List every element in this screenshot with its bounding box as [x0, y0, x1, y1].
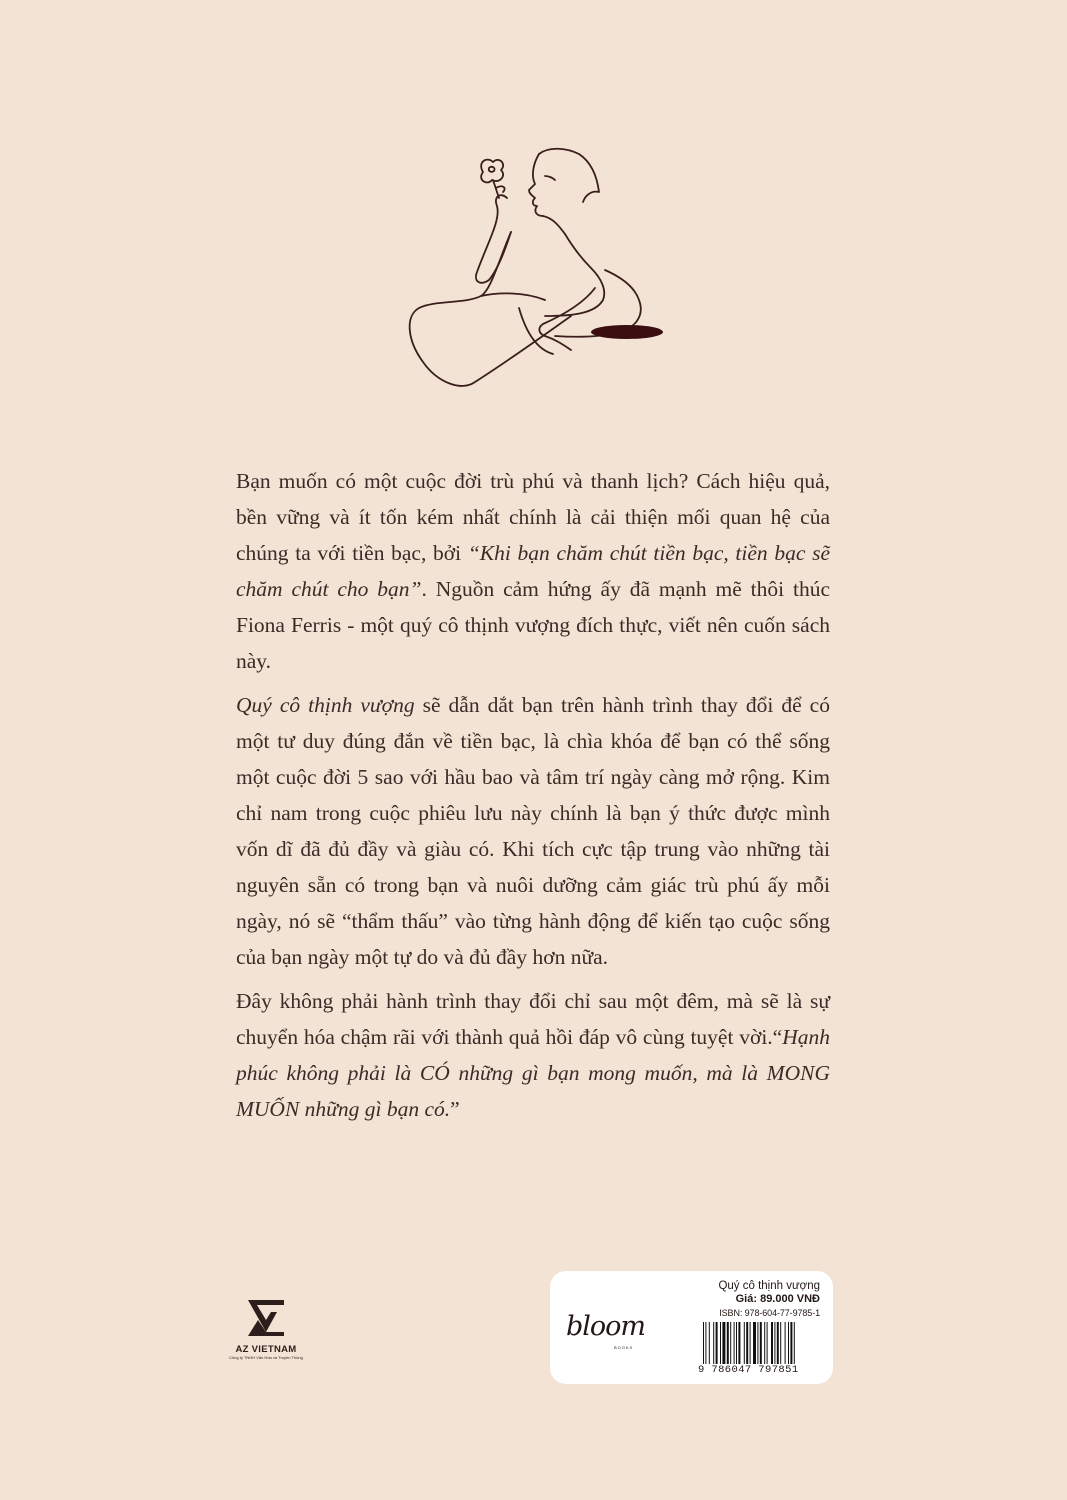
book-title-italic: Quý cô thịnh vượng: [236, 693, 415, 717]
woman-with-flower-illustration: [395, 140, 685, 395]
back-cover-blurb: [236, 463, 830, 1127]
barcode-bar: [780, 1322, 781, 1364]
publisher-subtitle: Công ty TNHH Văn Hóa và Truyền Thông: [229, 1355, 303, 1360]
barcode-bar: [753, 1322, 756, 1364]
blurb-text: ”: [450, 1097, 460, 1121]
book-title: Quý cô thịnh vượng: [718, 1280, 820, 1292]
barcode-panel: [550, 1271, 833, 1384]
barcode-bar: [720, 1322, 721, 1364]
barcode-bar: [709, 1322, 710, 1364]
barcode-bar: [774, 1322, 775, 1364]
barcode-bar: [746, 1322, 748, 1364]
blurb-quote: Hạnh phúc không phải là CÓ những gì bạn mong muốn, mà là MONG MUỐN những gì bạn có.: [236, 1025, 830, 1121]
barcode-bar: [738, 1322, 740, 1364]
az-vietnam-logo-icon: [244, 1298, 288, 1338]
ean-barcode-icon: [703, 1322, 820, 1364]
blurb-text: Bạn muốn có một cuộc đời trù phú và thanh lịch? Cách hiệu quả, bền vững và ít tốn kém nhất chính là cải thiện mối quan hệ của chúng ta với tiền bạc, bởi: [236, 469, 830, 565]
barcode-digits: 9 786047 797851: [698, 1364, 799, 1376]
blurb-quote: “Khi bạn chăm chút tiền bạc, tiền bạc sẽ chăm chút cho bạn”: [236, 541, 830, 601]
blurb-paragraph-3: [236, 983, 830, 1127]
book-isbn: ISBN: 978-604-77-9785-1: [719, 1308, 820, 1318]
barcode-bar: [750, 1322, 751, 1364]
barcode-bar: [767, 1322, 768, 1364]
book-price: Giá: 89.000 VNĐ: [735, 1293, 820, 1305]
barcode-bar: [736, 1322, 737, 1364]
bloom-books-logo: [566, 1311, 646, 1351]
publisher-name: AZ VIETNAM: [235, 1344, 297, 1355]
barcode-bar: [716, 1322, 718, 1364]
blurb-text: sẽ dẫn dắt bạn trên hành trình thay đổi để có một tư duy đúng đắn về tiền bạc, là chìa khóa để bạn có thể sống một cuộc đời 5 sao với hầu bao và tâm trí ngày càng mở rộng. Kim chỉ nam trong cuộc phiêu lưu này chính là bạn ý thức được mình vốn dĩ đã đủ đầy và giàu có. Khi tích cực tập trung vào những tài nguyên sẵn có trong bạn và nuôi dưỡng cảm giác trù phú ấy mỗi ngày, nó sẽ “thẩm thấu” vào từng hành động để kiến tạo cuộc sống của bạn ngày một tự do và đủ đầy hơn nữa.: [236, 693, 830, 969]
imprint-sub: BOOKS: [614, 1345, 634, 1350]
barcode-bar: [760, 1322, 762, 1364]
barcode-bar: [734, 1322, 735, 1364]
barcode-bar: [788, 1322, 789, 1364]
barcode-bar: [771, 1322, 773, 1364]
barcode-bar: [705, 1322, 706, 1364]
imprint-name: bloom: [566, 1311, 646, 1342]
blurb-text: . Nguồn cảm hứng ấy đã mạnh mẽ thôi thúc Fiona Ferris - một quý cô thịnh vượng đích thực, viết nên cuốn sách này.: [236, 577, 830, 673]
barcode-bar: [764, 1322, 765, 1364]
barcode-bar: [785, 1322, 786, 1364]
barcode-bar: [794, 1322, 795, 1364]
barcode-bar: [790, 1322, 792, 1364]
publisher-logo: [228, 1298, 304, 1378]
blurb-paragraph-2: [236, 687, 830, 975]
barcode-bar: [757, 1322, 758, 1364]
blurb-paragraph-1: [236, 463, 830, 679]
barcode-bar: [744, 1322, 745, 1364]
barcode-bar: [777, 1322, 779, 1364]
book-info: [690, 1279, 820, 1319]
blurb-text: Đây không phải hành trình thay đổi chỉ sau một đêm, mà sẽ là sự chuyển hóa chậm rãi với thành quả hồi đáp vô cùng tuyệt vời.“: [236, 989, 830, 1049]
barcode-bar: [703, 1322, 704, 1364]
barcode-bar: [713, 1322, 714, 1364]
barcode-bar: [722, 1322, 725, 1364]
barcode-bar: [727, 1322, 729, 1364]
barcode-bar: [730, 1322, 731, 1364]
